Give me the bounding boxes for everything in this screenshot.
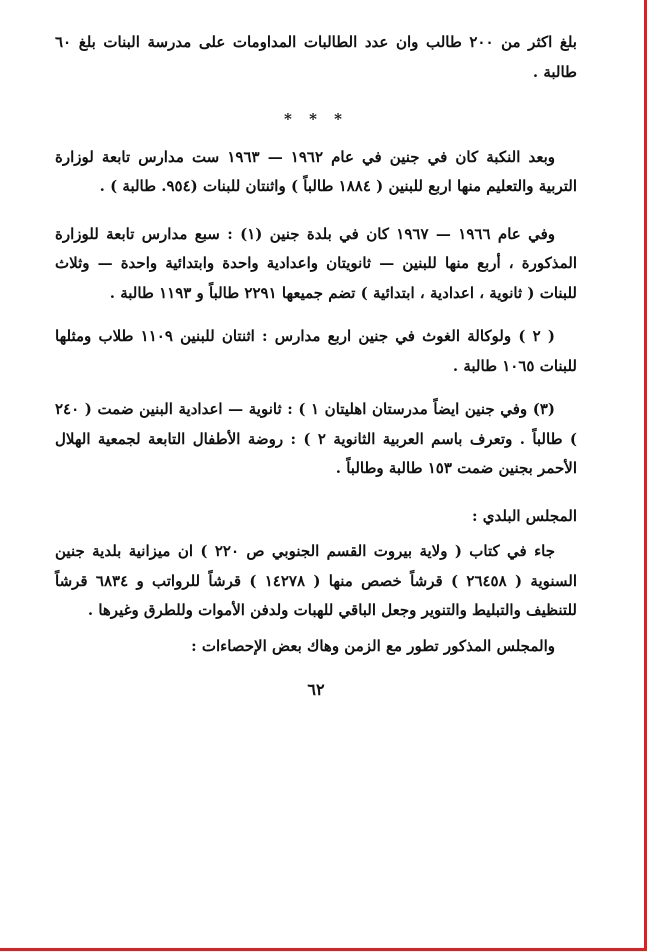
document-page <box>55 28 577 705</box>
paragraph-municipal-budget: جاء في كتاب ( ولاية بيروت القسم الجنوبي ص ٢٢٠ ) ان ميزانية بلدية جنين السنوية ( ٢٦٤٥٨ ) قرشاً خصص منها ( ١٤٢٧٨ ) قرشاً للرواتب و ٦٨٣٤ قرشاً للتنظيف والتبليط والتنوير وجعل الباقي للهبات ولدفن الأموات وللطرق وغيرها . <box>55 542 578 619</box>
paragraph-enrollment: بلغ اكثر من ٢٠٠ طالب وان عدد الطالبات المداومات على مدرسة البنات بلغ ٦٠ طالبة . <box>55 33 577 81</box>
paragraph-unrwa-schools: ( ٢ ) ولوكالة الغوث في جنين اربع مدارس : اثنتان للبنين ١١٠٩ طلاب ومثلها للبنات ١٠٦٥ طالبة . <box>55 327 577 375</box>
paragraph-after-nakba: وبعد النكبة كان في جنين في عام ١٩٦٢ — ١٩٦٣ ست مدارس تابعة لوزارة التربية والتعليم منها اربع للبنين ( ١٨٨٤ طالباً ) واثنتان للبنات (٩٥٤. طالبة ) . <box>55 147 577 195</box>
section-heading-municipal-council: المجلس البلدي : <box>471 506 577 525</box>
paragraph-private-schools: (٣) وفي جنين ايضاً مدرستان اهليتان ١ ) : ثانوية — اعدادية البنين ضمت ( ٢٤٠ ) طالباً . وتعرف باسم العربية الثانوية ٢ ) : روضة الأطفال التابعة لجمعية الهلال الأحمر بجنين ضمت ١٥٣ طالبة وطالباً . <box>55 400 577 477</box>
section-separator: * * * <box>284 110 348 128</box>
paragraph-1966-schools: وفي عام ١٩٦٦ — ١٩٦٧ كان في بلدة جنين (١) : سبع مدارس تابعة للوزارة المذكورة ، أربع منها للبنين — ثانويتان واعدادية واحدة وابتدائية واحدة — وثلاث للبنات ( ثانوية ، اعدادية ، ابتدائية ) تضم جميعها ٢٢٩١ طالباً و ١١٩٣ طالبة . <box>55 224 577 302</box>
paragraph-council-statistics: والمجلس المذكور تطور مع الزمن وهاك بعض الإحصاءات : <box>191 636 555 655</box>
page-number: ٦٢ <box>307 680 325 699</box>
